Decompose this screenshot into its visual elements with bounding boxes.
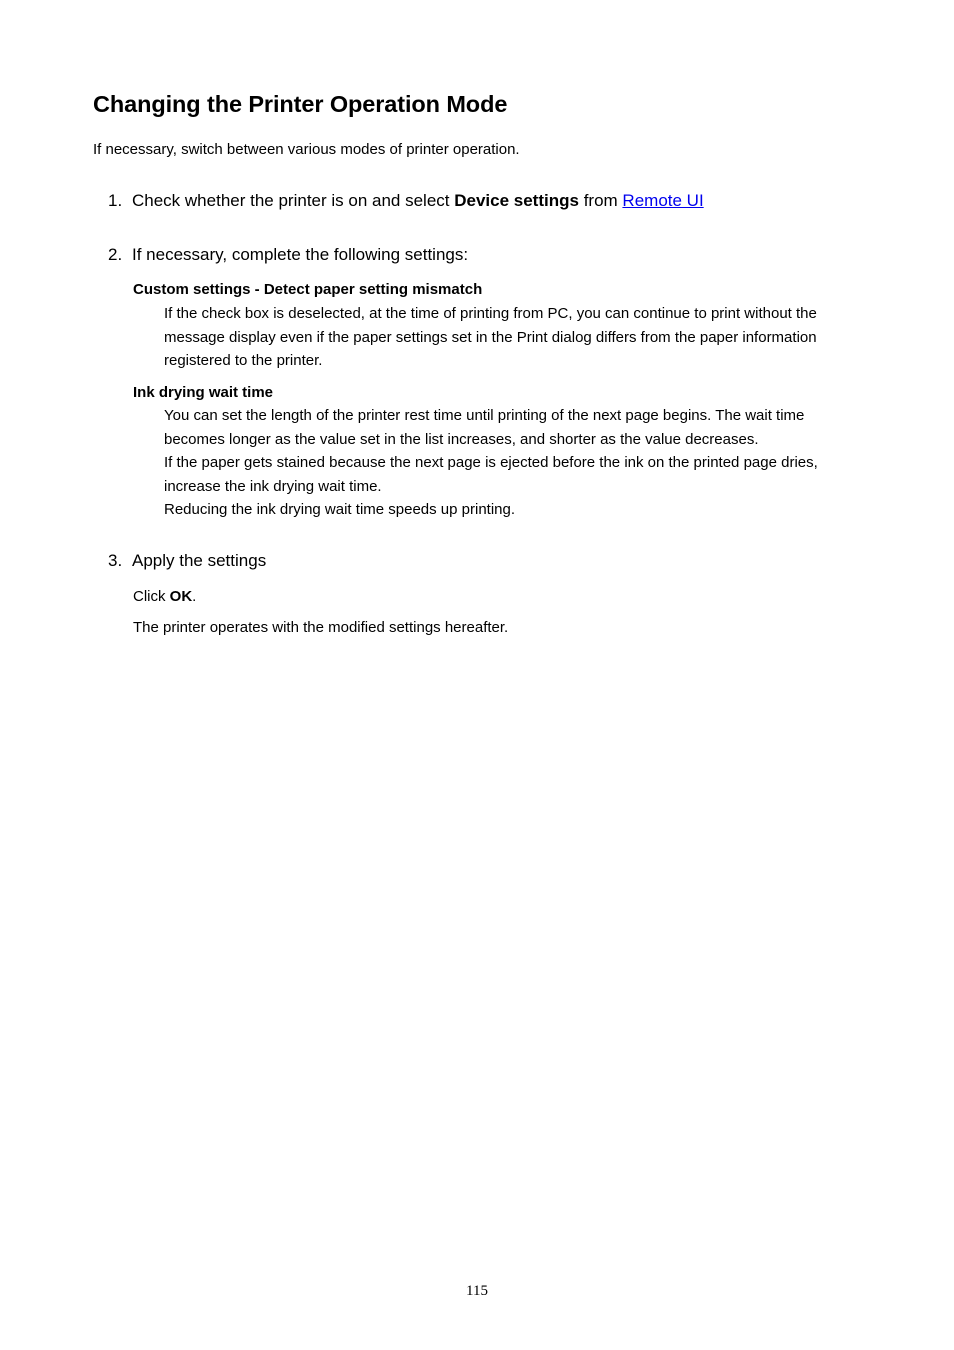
description-line: You can set the length of the printer rest time until printing of the next page begins. The wait time xyxy=(164,407,805,424)
page-title: Changing the Printer Operation Mode xyxy=(93,91,508,117)
ok-label: OK xyxy=(169,588,193,605)
description-line: becomes longer as the value set in the list increases, and shorter as the value decreases. xyxy=(164,430,759,448)
description-line: If the paper gets stained because the next page is ejected before the ink on the printed page dries, xyxy=(164,454,818,471)
description-line: registered to the printer. xyxy=(164,352,323,369)
description-line: increase the ink drying wait time. xyxy=(164,477,382,495)
step-1-number: 1. xyxy=(108,191,123,210)
click-prefix: Click xyxy=(133,588,170,605)
device-settings-label: Device settings xyxy=(454,191,579,210)
setting-description-ink-drying xyxy=(164,404,864,522)
remote-ui-link[interactable]: Remote UI xyxy=(622,191,704,210)
step-1-from: from xyxy=(578,191,623,210)
step-3-number: 3. xyxy=(108,551,123,570)
description-line: If the check box is deselected, at the time of printing from PC, you can continue to print without the xyxy=(164,305,817,322)
result-text: The printer operates with the modified settings hereafter. xyxy=(133,619,509,636)
step-2-text: If necessary, complete the following settings: xyxy=(132,245,469,264)
step-1-text: Check whether the printer is on and select xyxy=(132,191,455,210)
description-line: message display even if the paper settings set in the Print dialog differs from the paper information xyxy=(164,328,817,346)
step-3 xyxy=(108,550,266,572)
intro-text: If necessary, switch between various modes of printer operation. xyxy=(93,141,520,158)
click-suffix: . xyxy=(192,588,197,605)
step-2 xyxy=(108,244,468,266)
setting-description-custom-settings xyxy=(164,302,864,373)
step-3-text: Apply the settings xyxy=(132,551,267,570)
setting-term-custom-settings: Custom settings - Detect paper setting mismatch xyxy=(133,281,483,298)
setting-term-ink-drying: Ink drying wait time xyxy=(133,384,274,401)
step-2-number: 2. xyxy=(108,245,123,264)
step-1 xyxy=(108,190,704,212)
click-ok-instruction xyxy=(133,587,196,607)
page-number: 115 xyxy=(466,1283,488,1299)
description-line: Reducing the ink drying wait time speeds up printing. xyxy=(164,501,516,518)
